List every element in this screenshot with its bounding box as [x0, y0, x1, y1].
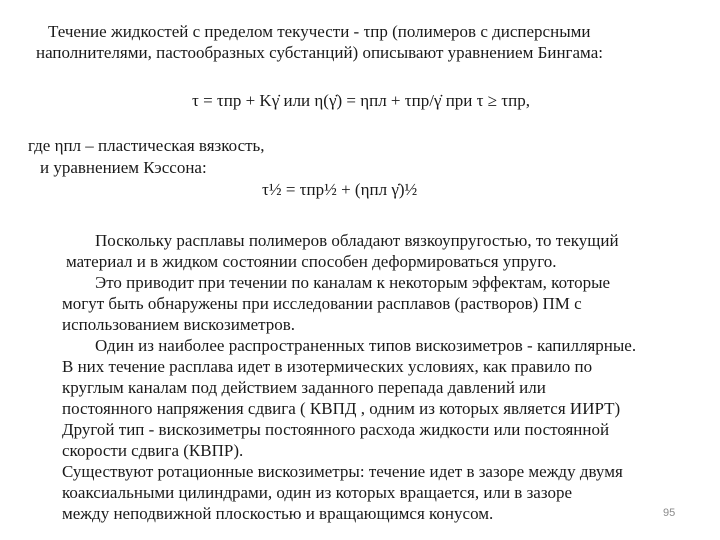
p5-line-1: Существуют ротационные вискозиметры: течение идет в зазоре между двумя — [62, 462, 623, 481]
casson-intro-line: и уравнением Кэссона: — [40, 158, 207, 177]
intro-line-2: наполнителями, пастообразных субстанций) описывают уравнением Бингама: — [36, 43, 603, 62]
p3-line-1: Один из наиболее распространенных типов вискозиметров - капиллярные. — [95, 336, 637, 355]
p2-line-1: Это приводит при течении по каналам к некоторым эффектам, которые — [95, 273, 611, 292]
p1-line-1: Поскольку расплавы полимеров обладают вязкоупругостью, то текущий — [95, 231, 619, 250]
p4-line-2: скорости сдвига (КВПР). — [62, 441, 244, 460]
p4-line-1: Другой тип - вискозиметры постоянного расхода жидкости или постоянной — [62, 420, 610, 439]
p2-line-3: использованием вискозиметров. — [62, 315, 296, 334]
plastic-viscosity-line: где ηпл – пластическая вязкость, — [28, 136, 265, 155]
p5-line-2: коаксиальными цилиндрами, один из которых вращается, или в зазоре — [62, 483, 572, 502]
p2-line-2: могут быть обнаружены при исследовании расплавов (растворов) ПМ с — [62, 294, 582, 313]
p3-line-4: постоянного напряжения сдвига ( КВПД , одним из которых является ИИРТ) — [62, 399, 621, 418]
p3-line-2: В них течение расплава идет в изотермических условиях, как правило по — [62, 357, 593, 376]
page-number: 95 — [663, 507, 676, 519]
bingham-formula: τ = τпр + Kγ̇ или η(γ̇) = ηпл + τпр/γ̇ при τ ≥ τпр, — [192, 91, 530, 110]
p3-line-3: круглым каналам под действием заданного перепада давлений или — [62, 378, 546, 397]
casson-formula: τ½ = τпр½ + (ηпл γ̇)½ — [262, 180, 418, 199]
p1-line-2: материал и в жидком состоянии способен деформироваться упруго. — [66, 252, 557, 271]
intro-line-1: Течение жидкостей с пределом текучести - τпр (полимеров с дисперсными — [48, 22, 591, 41]
p5-line-3: между неподвижной плоскостью и вращающимся конусом. — [62, 504, 494, 523]
